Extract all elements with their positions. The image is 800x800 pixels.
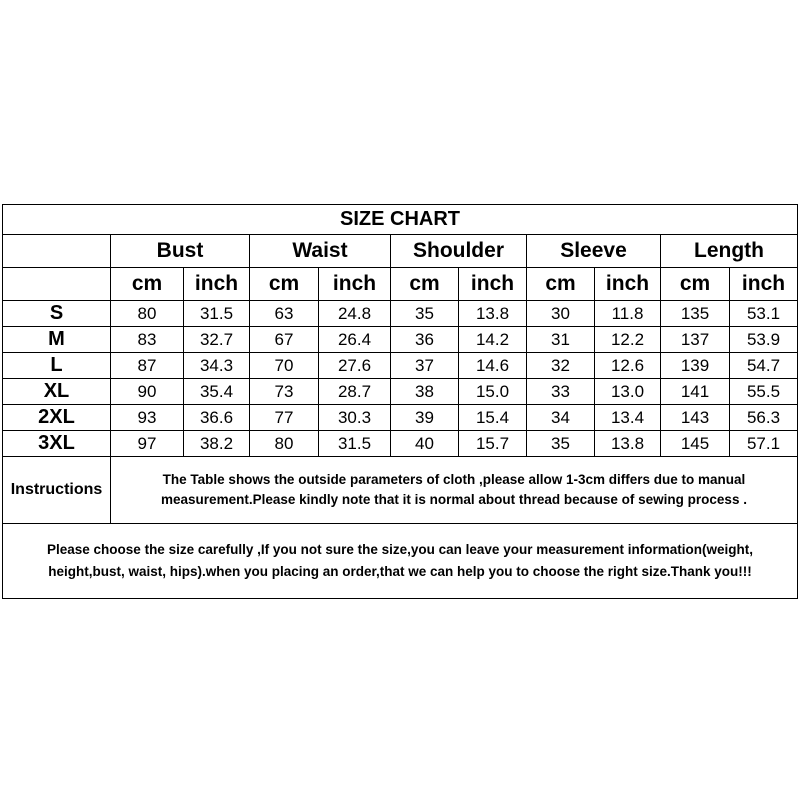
size-row [3, 327, 798, 353]
size-row [3, 431, 798, 457]
instructions-row [3, 457, 798, 524]
measurement-cell: 32.7 [184, 327, 250, 353]
measurement-cell: 26.4 [319, 327, 391, 353]
measurement-cell: 56.3 [730, 405, 798, 431]
corner-cell [3, 235, 111, 268]
measurement-cell: 32 [527, 353, 595, 379]
size-row [3, 353, 798, 379]
unit-cm: cm [250, 268, 319, 301]
header-bust: Bust [111, 235, 250, 268]
header-shoulder: Shoulder [391, 235, 527, 268]
measurement-cell: 143 [661, 405, 730, 431]
unit-cm: cm [527, 268, 595, 301]
measurement-cell: 54.7 [730, 353, 798, 379]
title-row [3, 205, 798, 235]
measurement-cell: 34 [527, 405, 595, 431]
unit-cm: cm [661, 268, 730, 301]
measurement-cell: 139 [661, 353, 730, 379]
corner-cell [3, 268, 111, 301]
unit-inch: inch [595, 268, 661, 301]
measurement-cell: 37 [391, 353, 459, 379]
size-row [3, 301, 798, 327]
measurement-cell: 24.8 [319, 301, 391, 327]
measurement-cell: 12.6 [595, 353, 661, 379]
size-label: 3XL [3, 431, 111, 457]
measurement-cell: 53.9 [730, 327, 798, 353]
measurement-cell: 67 [250, 327, 319, 353]
measurement-cell: 15.7 [459, 431, 527, 457]
measurement-cell: 38.2 [184, 431, 250, 457]
measurement-cell: 13.0 [595, 379, 661, 405]
measurement-cell: 30 [527, 301, 595, 327]
measurement-cell: 36 [391, 327, 459, 353]
measurement-cell: 13.8 [595, 431, 661, 457]
unit-cm: cm [391, 268, 459, 301]
measurement-cell: 36.6 [184, 405, 250, 431]
size-label: XL [3, 379, 111, 405]
measurement-cell: 63 [250, 301, 319, 327]
measurement-cell: 31.5 [184, 301, 250, 327]
measurement-cell: 87 [111, 353, 184, 379]
measurement-cell: 35.4 [184, 379, 250, 405]
measurement-cell: 15.0 [459, 379, 527, 405]
size-label: 2XL [3, 405, 111, 431]
header-length: Length [661, 235, 798, 268]
measurement-cell: 31.5 [319, 431, 391, 457]
measurement-cell: 39 [391, 405, 459, 431]
measurement-cell: 77 [250, 405, 319, 431]
measurement-cell: 70 [250, 353, 319, 379]
measurement-cell: 137 [661, 327, 730, 353]
measurement-cell: 80 [250, 431, 319, 457]
measurement-cell: 145 [661, 431, 730, 457]
measurement-cell: 55.5 [730, 379, 798, 405]
measurement-cell: 97 [111, 431, 184, 457]
measurement-cell: 12.2 [595, 327, 661, 353]
header-sleeve: Sleeve [527, 235, 661, 268]
measurement-cell: 11.8 [595, 301, 661, 327]
measurement-cell: 27.6 [319, 353, 391, 379]
size-row [3, 405, 798, 431]
instructions-label: Instructions [3, 457, 111, 524]
measurement-cell: 15.4 [459, 405, 527, 431]
measurement-cell: 53.1 [730, 301, 798, 327]
measurement-cell: 13.8 [459, 301, 527, 327]
instructions-text: The Table shows the outside parameters of cloth ,please allow 1-3cm differs due to manual measurement.Please kindly note that it is normal about thread because of sewing process . [111, 457, 798, 524]
measurement-cell: 93 [111, 405, 184, 431]
measurement-cell: 57.1 [730, 431, 798, 457]
size-label: M [3, 327, 111, 353]
measurement-cell: 73 [250, 379, 319, 405]
chart-title: SIZE CHART [3, 205, 798, 235]
measurement-cell: 141 [661, 379, 730, 405]
size-chart-table [2, 204, 798, 599]
measurement-cell: 33 [527, 379, 595, 405]
size-label: L [3, 353, 111, 379]
measurement-cell: 90 [111, 379, 184, 405]
measurement-cell: 40 [391, 431, 459, 457]
measurement-cell: 35 [391, 301, 459, 327]
measurement-cell: 34.3 [184, 353, 250, 379]
note-row [3, 524, 798, 599]
measurement-cell: 30.3 [319, 405, 391, 431]
unit-cm: cm [111, 268, 184, 301]
measurement-cell: 83 [111, 327, 184, 353]
measurement-cell: 38 [391, 379, 459, 405]
unit-inch: inch [459, 268, 527, 301]
size-label: S [3, 301, 111, 327]
measurement-cell: 13.4 [595, 405, 661, 431]
measurement-cell: 14.2 [459, 327, 527, 353]
measurement-cell: 35 [527, 431, 595, 457]
measurement-cell: 135 [661, 301, 730, 327]
measurement-cell: 80 [111, 301, 184, 327]
measurement-cell: 31 [527, 327, 595, 353]
measurement-cell: 28.7 [319, 379, 391, 405]
measurement-cell: 14.6 [459, 353, 527, 379]
header-waist: Waist [250, 235, 391, 268]
size-row [3, 379, 798, 405]
size-note: Please choose the size carefully ,If you not sure the size,you can leave your measurement information(weight, height,bust, waist, hips).when you placing an order,that we can help you to choose the right size.Thank you!!! [3, 524, 798, 599]
unit-header-row [3, 268, 798, 301]
unit-inch: inch [730, 268, 798, 301]
unit-inch: inch [319, 268, 391, 301]
unit-inch: inch [184, 268, 250, 301]
measurement-header-row [3, 235, 798, 268]
